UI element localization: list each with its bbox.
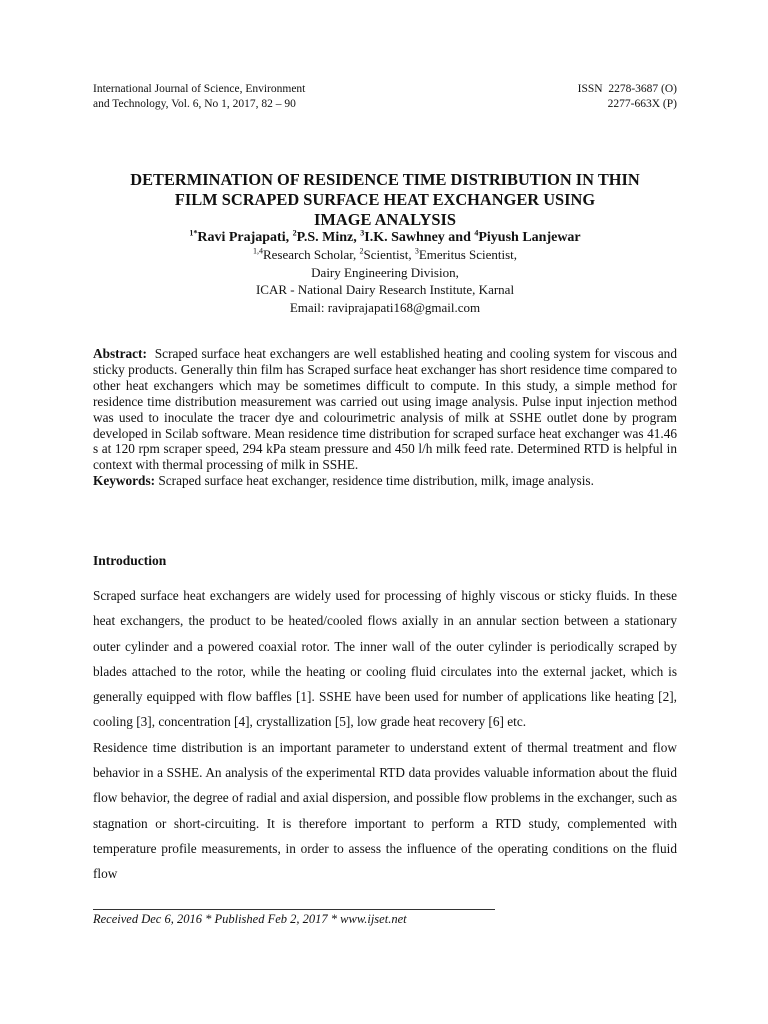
author-2-name: P.S. Minz, [296, 230, 361, 245]
role-3-text: Emeritus Scientist, [418, 247, 518, 262]
author-1-name: Ravi Prajapati, [197, 230, 293, 245]
keywords-paragraph [93, 473, 677, 489]
keywords-text: Scraped surface heat exchanger, residence time distribution, milk, image analysis. [158, 473, 594, 489]
introduction-body [93, 583, 677, 887]
affiliation-institute: ICAR - National Dairy Research Institute, Karnal [255, 282, 515, 297]
author-3-marker: 3 [360, 228, 365, 238]
role-3-marker: 3 [414, 246, 419, 256]
footer-divider [93, 909, 495, 910]
author-4-marker: 4 [474, 228, 479, 238]
abstract-block [93, 346, 677, 489]
publication-footer: Received Dec 6, 2016 * Published Feb 2, 2017 * www.ijset.net [93, 912, 407, 926]
introduction-paragraph-2: Residence time distribution is an important parameter to understand extent of thermal treatment and flow behavior in a SSHE. An analysis of the experimental RTD data provides valuable information about the fluid flow behavior, the degree of radial and axial dispersion, and possible flow problems in the exchanger, such as stagnation or short-circuiting. It is therefore important to perform a RTD study, complemented with temperature profile measurements, in order to assess the influence of the operating conditions on the fluid flow [93, 739, 677, 882]
contact-email: Email: raviprajapati168@gmail.com [289, 299, 481, 315]
abstract-text: Scraped surface heat exchangers are well established heating and cooling system for viscous and sticky products. Generally thin film has Scraped surface heat exchanger has short residence time compared to other heat exchangers which may be sometimes difficult to compute. In this study, a simple method for residence time distribution measurement was carried out using image analysis. Pulse input injection method was used to inoculate the tracer dye and colourimetric analysis of milk at SSHE outlet done by program developed in Scilab software. Mean residence time distribution for scraped surface heat exchanger was 41.46 s at 120 rpm scraper speed, 294 kPa steam pressure and 450 l/h milk feed rate. Determined RTD is helpful in context with thermal processing of milk in SSHE. [93, 346, 677, 473]
title-line-2: FILM SCRAPED SURFACE HEAT EXCHANGER USING [174, 190, 596, 209]
author-list [93, 229, 677, 246]
issn-online: ISSN 2278-3687 (O) [577, 83, 677, 95]
abstract-paragraph [93, 346, 677, 473]
role-2-text: Scientist, [363, 247, 415, 262]
journal-line-2: and Technology, Vol. 6, No 1, 2017, 82 – 90 [93, 98, 296, 110]
affiliation-division: Dairy Engineering Division, [311, 264, 459, 280]
author-1-marker: 1* [189, 228, 198, 238]
keywords-label: Keywords: [93, 473, 156, 489]
author-4-name: Piyush Lanjewar [478, 230, 581, 245]
title-line-1: DETERMINATION OF RESIDENCE TIME DISTRIBUTION IN THIN [130, 170, 640, 189]
affiliation-block [93, 246, 677, 316]
abstract-label: Abstract: [93, 346, 147, 361]
section-heading-introduction: Introduction [93, 553, 167, 568]
affiliation-roles [93, 246, 677, 264]
paper-title [93, 170, 677, 230]
issn-block [578, 82, 677, 112]
journal-citation [93, 82, 305, 112]
author-3-name: I.K. Sawhney and [364, 230, 475, 245]
role-2-marker: 2 [359, 246, 364, 256]
introduction-paragraph-1: Scraped surface heat exchangers are widely used for processing of highly viscous or sticky fluids. In these heat exchangers, the product to be heated/cooled flows axially in an annular section between a stationary outer cylinder and a powered coaxial rotor. The inner wall of the outer cylinder is periodically scraped by blades attached to the rotor, while the heating or cooling fluid circulates into the external jacket, which is generally equipped with flow baffles [1]. SSHE have been used for number of applications like heating [2], cooling [3], concentration [4], crystallization [5], low grade heat recovery [6] etc. [93, 588, 677, 730]
role-1-text: Research Scholar, [262, 247, 360, 262]
role-1-marker: 1,4 [252, 246, 263, 256]
author-2-marker: 2 [292, 228, 297, 238]
title-line-3: IMAGE ANALYSIS [314, 210, 456, 229]
issn-print: 2277-663X (P) [607, 98, 677, 110]
journal-line-1: International Journal of Science, Environment [93, 83, 306, 95]
